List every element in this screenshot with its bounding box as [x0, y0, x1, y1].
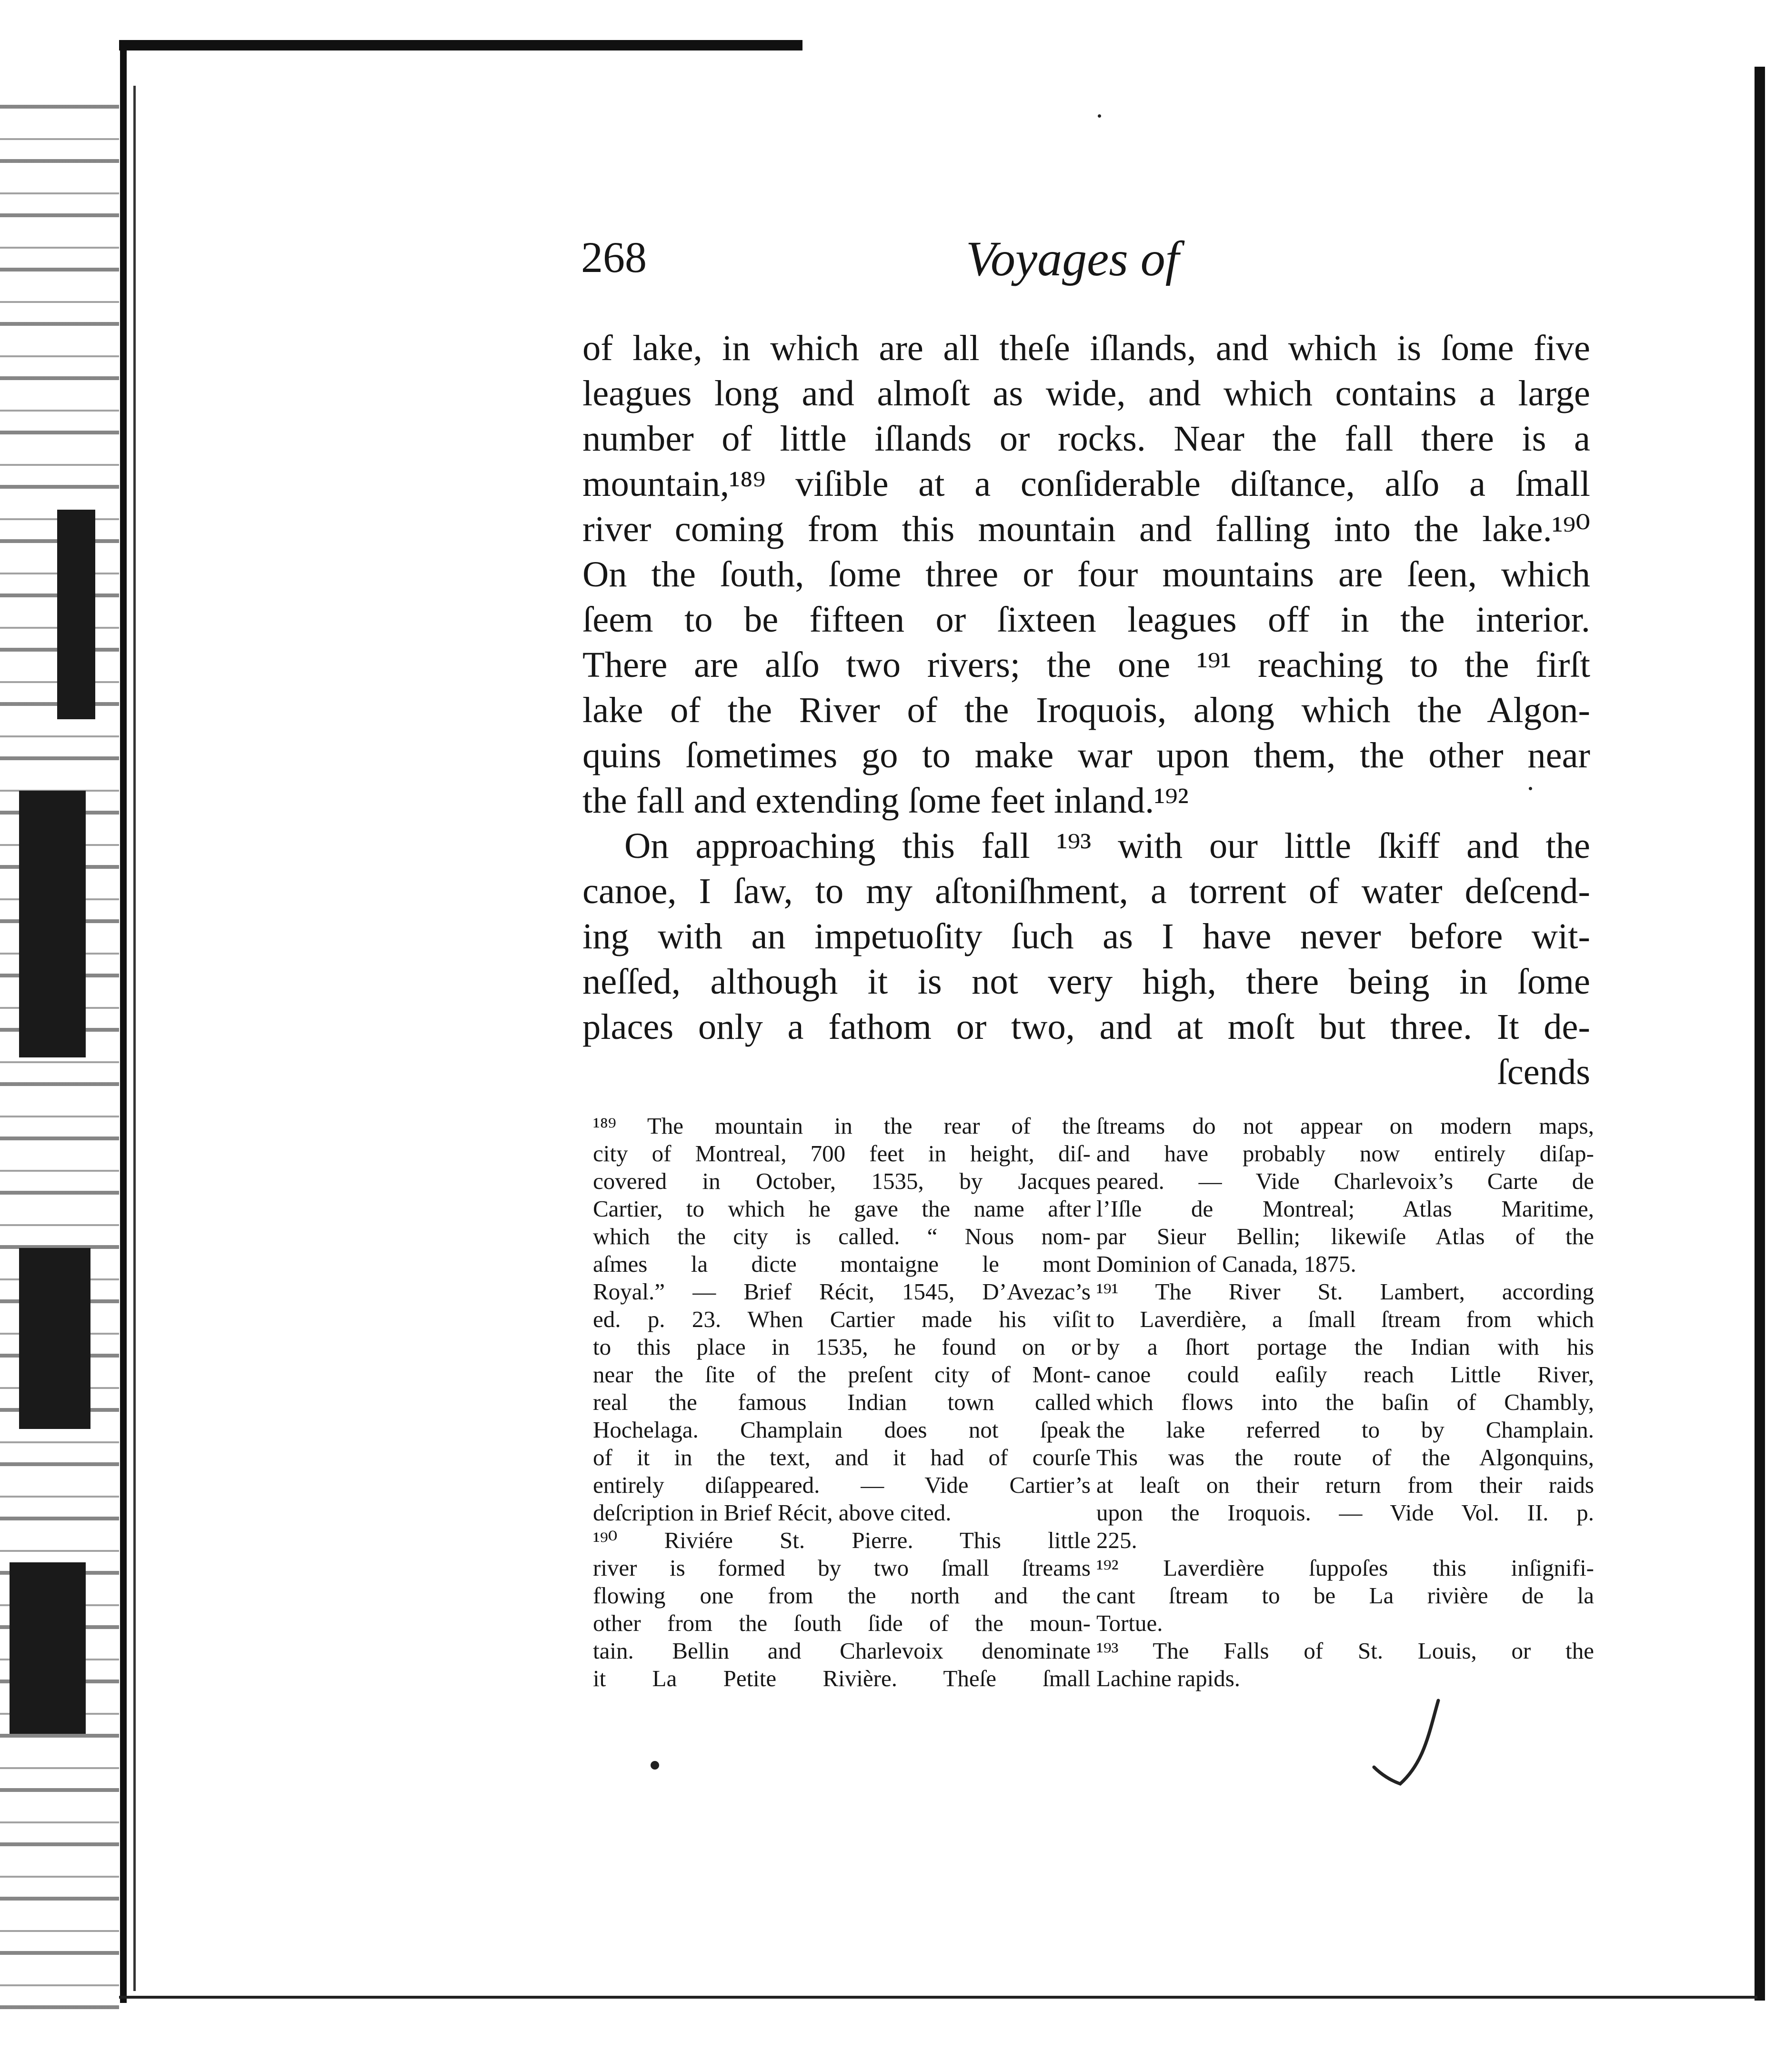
footnote-line: to this place in 1535, he found on or	[593, 1334, 1091, 1360]
footnote-line: which the city is called. “ Nous nom-	[593, 1223, 1091, 1249]
footnote-line: 225.	[1096, 1527, 1137, 1553]
footnote-line: the lake referred to by Champlain.	[1096, 1417, 1594, 1443]
scan-blot	[19, 791, 86, 1057]
scan-bottom-border	[119, 1996, 1757, 1999]
text-line: On the ſouth, ſome three or four mountains are ſeen, which	[582, 554, 1590, 594]
footnote-line: tain. Bellin and Charlevoix denominate	[593, 1638, 1091, 1664]
footnote-line: ¹⁹³ The Falls of St. Louis, or the	[1096, 1638, 1594, 1664]
scan-blot	[57, 510, 95, 719]
text-line: neſſed, although it is not very high, there being in ſome	[582, 961, 1590, 1002]
footnote-line: of it in the text, and it had of courſe	[593, 1444, 1091, 1470]
text-line: the fall and extending ſome feet inland.¹⁹²	[582, 780, 1189, 821]
scan-top-border	[119, 40, 802, 50]
footnote-line: deſcription in Brief Récit, above cited.	[593, 1499, 952, 1526]
text-line: of lake, in which are all theſe iſlands, and which is ſome five	[582, 328, 1590, 368]
footnote-line: ¹⁹² Laverdière ſuppoſes this inſignifi-	[1096, 1555, 1594, 1581]
text-line: leagues long and almoſt as wide, and which contains a large	[582, 373, 1590, 413]
footnote-line: Royal.” — Brief Récit, 1545, D’Avezac’s	[593, 1278, 1091, 1305]
footnote-line: upon the Iroquois. — Vide Vol. II. p.	[1096, 1499, 1594, 1526]
scan-right-border	[1755, 67, 1765, 2001]
running-head: Voyages of	[966, 231, 1179, 286]
footnote-line: par Sieur Bellin; likewiſe Atlas of the	[1096, 1223, 1594, 1249]
text-line: river coming from this mountain and falling into the lake.¹⁹⁰	[582, 509, 1590, 549]
scan-speck	[1098, 114, 1101, 118]
scan-blot	[19, 1248, 90, 1429]
text-line: places only a fathom or two, and at moſt but three. It de-	[582, 1006, 1590, 1047]
text-line: lake of the River of the Iroquois, along which the Algon-	[582, 690, 1590, 730]
footnote-line: ¹⁸⁹ The mountain in the rear of the	[593, 1113, 1091, 1139]
footnotes-right-column	[1096, 1112, 1594, 1692]
footnote-line: other from the ſouth ſide of the moun-	[593, 1610, 1091, 1636]
footnote-line: city of Montreal, 700 feet in height, diſ-	[593, 1140, 1091, 1167]
scan-left-inner-line	[133, 86, 136, 1991]
pencil-check-mark	[1372, 1696, 1448, 1791]
text-line: ſeem to be fifteen or ſixteen leagues off in the interior.	[582, 599, 1590, 640]
footnote-line: Cartier, to which he gave the name after	[593, 1196, 1091, 1222]
body-text	[582, 325, 1590, 1095]
footnote-line: canoe could eaſily reach Little River,	[1096, 1361, 1594, 1388]
footnote-line: ¹⁹¹ The River St. Lambert, according	[1096, 1278, 1594, 1305]
text-line: quins ſometimes go to make war upon them, the other near	[582, 735, 1590, 775]
text-line: On approaching this fall ¹⁹³ with our little ſkiff and the	[624, 825, 1590, 866]
footnote-line: which flows into the baſin of Chambly,	[1096, 1389, 1594, 1415]
text-line: number of little iſlands or rocks. Near the fall there is a	[582, 418, 1590, 459]
catchword: ſcends	[1497, 1052, 1590, 1092]
text-line: There are alſo two rivers; the one ¹⁹¹ reaching to the firſt	[582, 644, 1590, 685]
footnote-line: l’Iſle de Montreal; Atlas Maritime,	[1096, 1196, 1594, 1222]
text-line: mountain,¹⁸⁹ viſible at a conſiderable diſtance, alſo a ſmall	[582, 463, 1590, 504]
footnote-line: near the ſite of the preſent city of Mont-	[593, 1361, 1091, 1388]
text-line: ing with an impetuoſity ſuch as I have never before wit-	[582, 916, 1590, 956]
page-header	[581, 231, 1595, 298]
footnote-line: river is formed by two ſmall ſtreams	[593, 1555, 1091, 1581]
footnote-line: to Laverdière, a ſmall ſtream from which	[1096, 1306, 1594, 1332]
footnote-line: flowing one from the north and the	[593, 1582, 1091, 1609]
footnote-line: This was the route of the Algonquins,	[1096, 1444, 1594, 1470]
text-line: canoe, I ſaw, to my aſtoniſhment, a torrent of water deſcend-	[582, 871, 1590, 911]
footnote-line: Dominion of Canada, 1875.	[1096, 1251, 1356, 1277]
footnote-line: Hochelaga. Champlain does not ſpeak	[593, 1417, 1091, 1443]
footnote-line: covered in October, 1535, by Jacques	[593, 1168, 1091, 1194]
page-number: 268	[581, 233, 647, 282]
footnote-line: aſmes la dicte montaigne le mont	[593, 1251, 1091, 1277]
footnote-line: and have probably now entirely diſap-	[1096, 1140, 1594, 1167]
footnote-line: ſtreams do not appear on modern maps,	[1096, 1113, 1594, 1139]
footnote-line: Tortue.	[1096, 1610, 1163, 1636]
scan-blot	[10, 1562, 86, 1734]
footnote-line: by a ſhort portage the Indian with his	[1096, 1334, 1594, 1360]
scan-left-border	[120, 48, 127, 2003]
footnote-line: real the famous Indian town called	[593, 1389, 1091, 1415]
scan-speck	[651, 1761, 659, 1770]
footnote-line: Lachine rapids.	[1096, 1665, 1241, 1691]
footnote-line: entirely diſappeared. — Vide Cartier’s	[593, 1472, 1091, 1498]
footnote-line: peared. — Vide Charlevoix’s Carte de	[1096, 1168, 1594, 1194]
footnotes-left-column	[593, 1112, 1091, 1692]
footnote-line: cant ſtream to be La rivière de la	[1096, 1582, 1594, 1609]
footnote-line: at leaſt on their return from their raids	[1096, 1472, 1594, 1498]
footnote-line: ed. p. 23. When Cartier made his viſit	[593, 1306, 1091, 1332]
footnote-line: ¹⁹⁰ Riviére St. Pierre. This little	[593, 1527, 1091, 1553]
footnote-line: it La Petite Rivière. Theſe ſmall	[593, 1665, 1091, 1691]
